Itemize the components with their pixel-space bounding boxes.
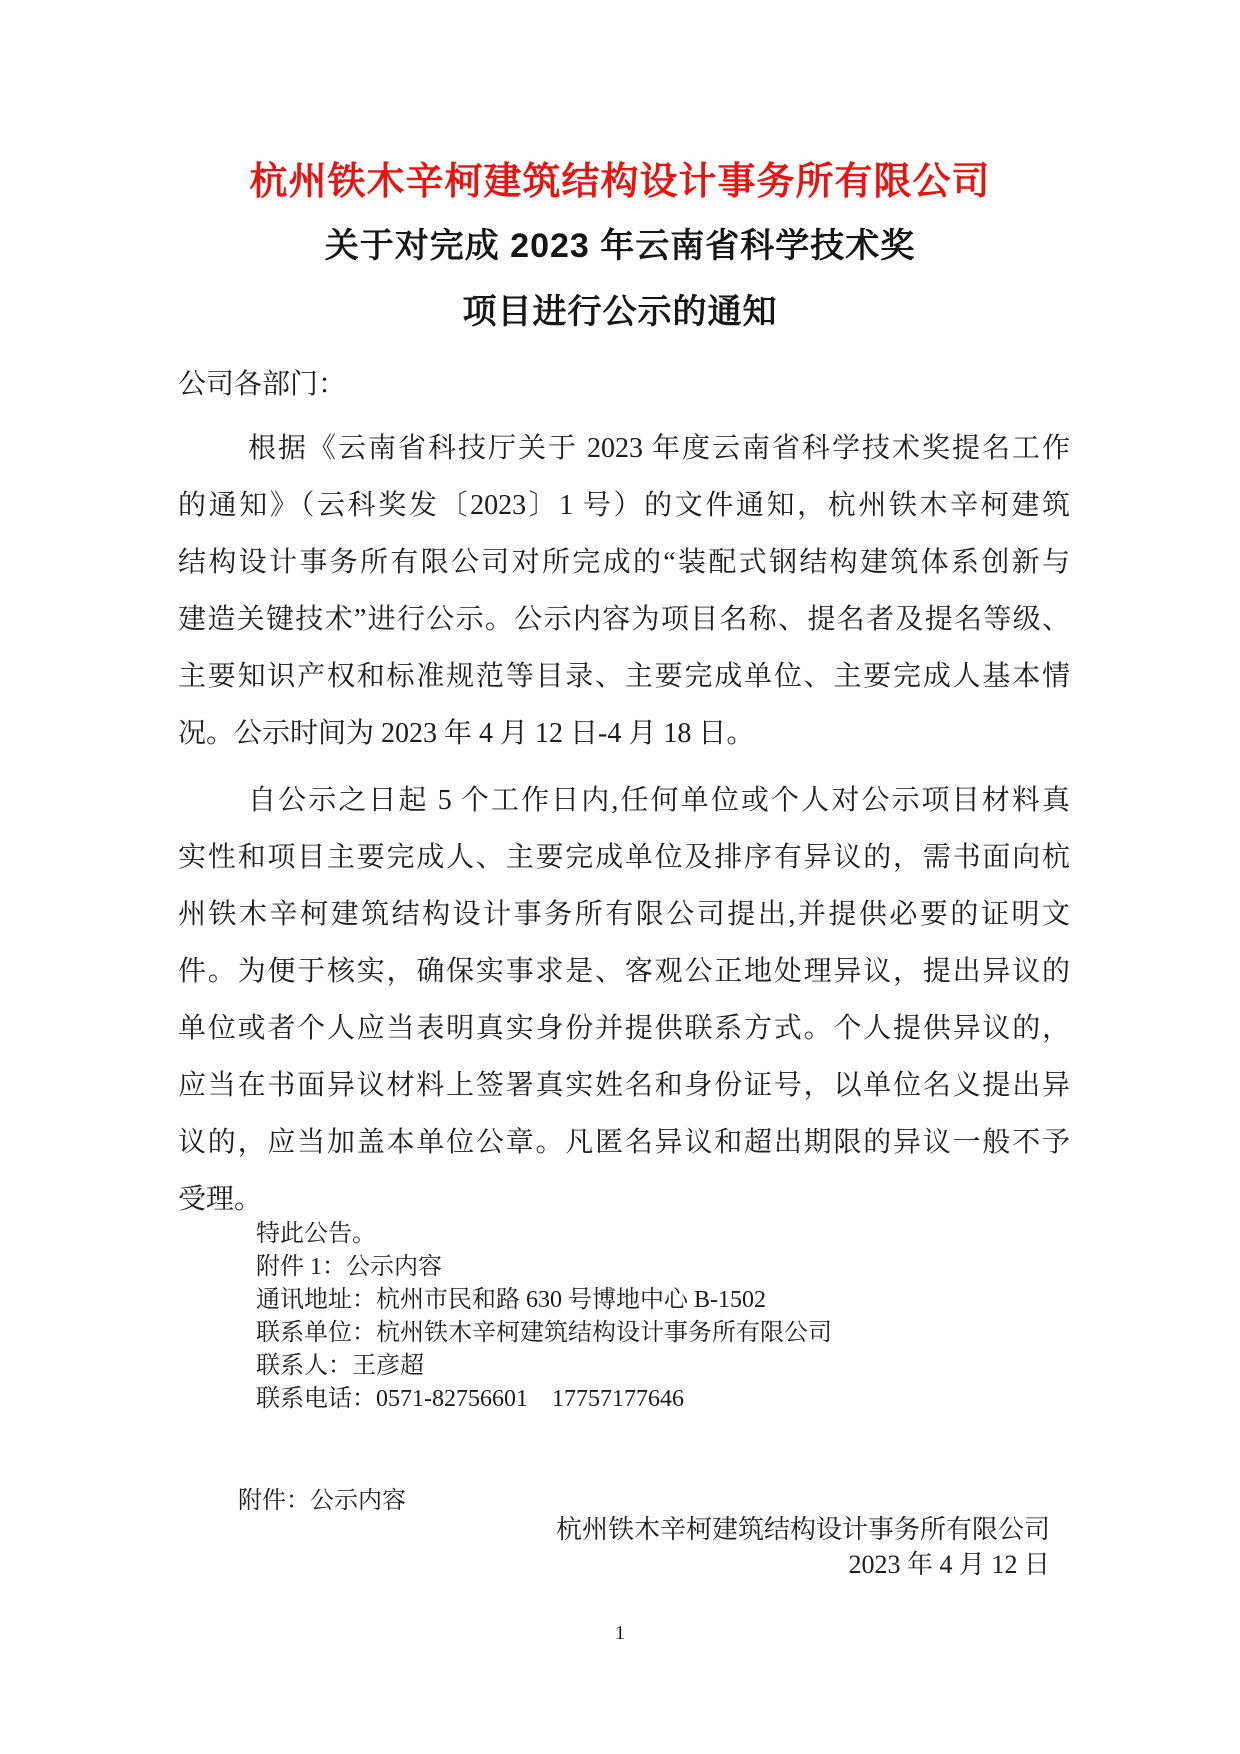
body-line: 州铁木辛柯建筑结构设计事务所有限公司提出,并提供必要的证明文 [178,899,1070,930]
body-line: 建造关键技术”进行公示。公示内容为项目名称、提名者及提名等级、 [178,604,1070,635]
contact-phone: 联系电话：0571-82756601 17757177646 [256,1386,684,1412]
paragraph-2 [178,772,1070,1228]
body-line: 议的，应当加盖本单位公章。凡匿名异议和超出期限的异议一般不予 [178,1127,1070,1158]
body-line: 件。为便于核实，确保实事求是、客观公正地处理异议，提出异议的 [178,956,1070,987]
body-line: 结构设计事务所有限公司对所完成的“装配式钢结构建筑体系创新与 [178,547,1070,578]
closing-block [256,1218,1070,1416]
closing-statement: 特此公告。 [256,1221,376,1247]
notice-title-line2: 项目进行公示的通知 [462,293,778,331]
contact-unit: 联系单位：杭州铁木辛柯建筑结构设计事务所有限公司 [256,1320,832,1346]
signature-company: 杭州铁木辛柯建筑结构设计事务所有限公司 [555,1515,1050,1544]
body-line: 受理。 [178,1184,263,1215]
contact-person: 联系人：王彦超 [256,1353,424,1379]
paragraph-1 [178,420,1070,762]
body-line: 应当在书面异议材料上签署真实姓名和身份证号，以单位名义提出异 [178,1070,1070,1101]
body-line: 自公示之日起 5 个工作日内,任何单位或个人对公示项目材料真 [248,785,1070,816]
body-line: 况。公示时间为 2023 年 4 月 12 日-4 月 18 日。 [178,718,755,749]
company-title: 杭州铁木辛柯建筑结构设计事务所有限公司 [249,161,991,203]
body-line: 单位或者个人应当表明真实身份并提供联系方式。个人提供异议的， [178,1013,1070,1044]
signature-block [178,1512,1070,1582]
contact-address: 通讯地址：杭州市民和路 630 号博地中心 B-1502 [256,1287,766,1313]
body-line: 实性和项目主要完成人、主要完成单位及排序有异议的，需书面向杭 [178,842,1070,873]
body-line: 的通知》（云科奖发〔2023〕1 号）的文件通知，杭州铁木辛柯建筑 [178,490,1070,521]
notice-body [178,420,1070,1228]
appendix-label: 附件：公示内容 [238,1488,406,1514]
notice-title-line1: 关于对完成 2023 年云南省科学技术奖 [324,227,916,265]
attachment-note: 附件 1：公示内容 [256,1254,442,1280]
page-number: 1 [615,1622,625,1644]
signature-date: 2023 年 4 月 12 日 [848,1550,1050,1579]
body-line: 主要知识产权和标准规范等目录、主要完成单位、主要完成人基本情 [178,661,1070,692]
body-line: 根据《云南省科技厅关于 2023 年度云南省科学技术奖提名工作 [248,433,1070,464]
salutation: 公司各部门： [178,369,347,400]
